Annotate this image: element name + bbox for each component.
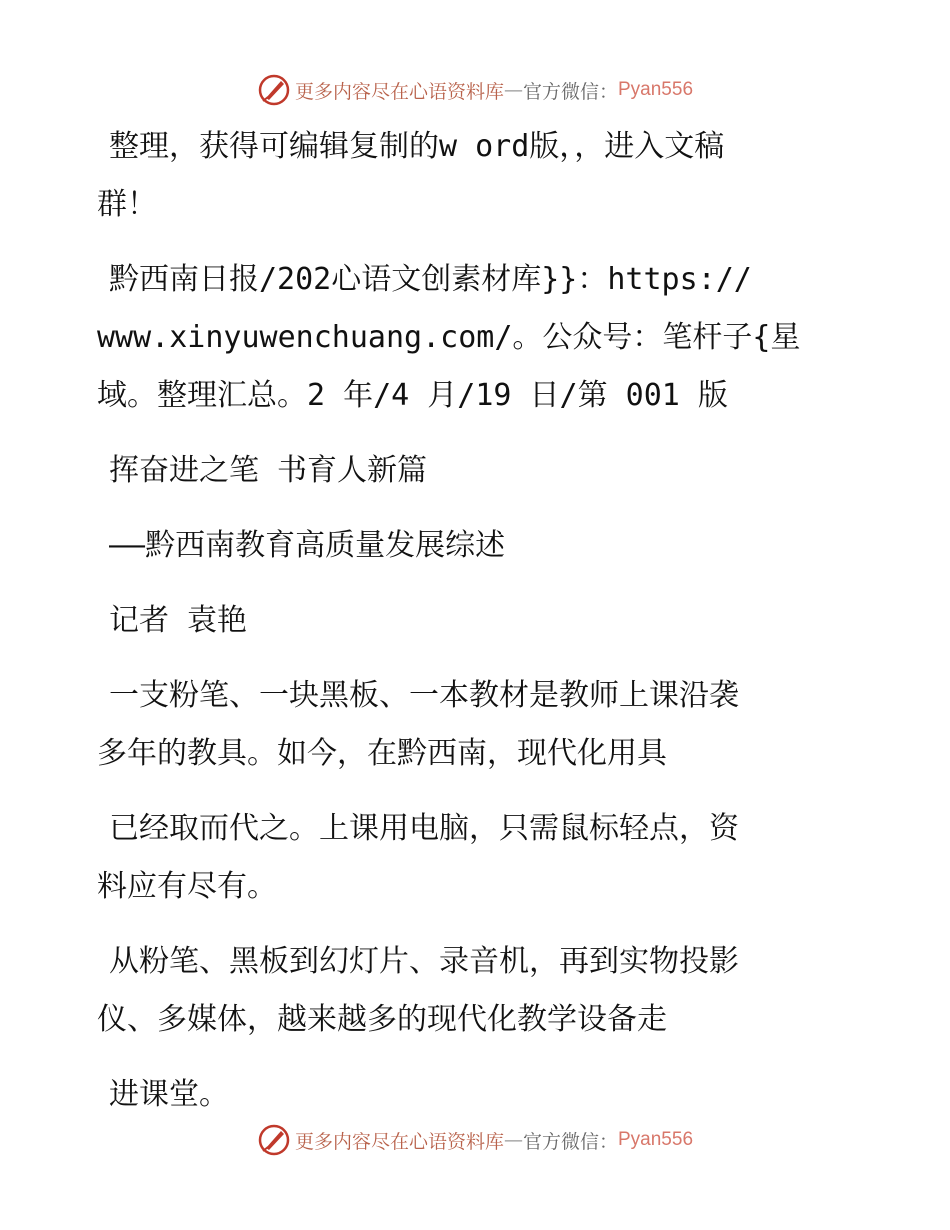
text-line: 进课堂。 <box>109 1077 229 1112</box>
paragraph <box>97 667 837 783</box>
banner-label: 官方微信： <box>522 1130 618 1153</box>
banner-wechat-id: Pyan556 <box>618 1129 694 1150</box>
text-line: 多年的教具。如今，在黔西南，现代化用具 <box>97 736 667 771</box>
text-line: 群！ <box>97 187 157 222</box>
text-line: 仪、多媒体，越来越多的现代化教学设备走 <box>97 1002 667 1037</box>
banner-label: 官方微信： <box>522 80 618 103</box>
banner-dash: — <box>503 1129 523 1151</box>
paragraph <box>97 592 837 650</box>
paragraph <box>97 517 837 575</box>
text-line: 一支粉笔、一块黑板、一本教材是教师上课沿袭 <box>109 678 739 713</box>
text-line: 整理，获得可编辑复制的w ord版，，进入文稿 <box>109 129 725 164</box>
banner-text: 更多内容尽在心语资料库 <box>294 1130 504 1153</box>
byline: 记者 袁艳 <box>109 603 248 638</box>
article-subtitle: ——黔西南教育高质量发展综述 <box>109 528 506 563</box>
article-title: 挥奋进之笔 书育人新篇 <box>109 453 428 488</box>
paragraph <box>97 1066 837 1124</box>
paragraph <box>97 933 837 1049</box>
paragraph <box>97 800 837 916</box>
text-line: 域。整理汇总。2 年/4 月/19 日/第 001 版 <box>97 378 728 413</box>
text-line: 黔西南日报/202心语文创素材库}}：https:// <box>109 262 752 297</box>
text-line: 从粉笔、黑板到幻灯片、录音机，再到实物投影 <box>109 944 739 979</box>
paragraph <box>97 442 837 500</box>
banner-dash: — <box>503 79 523 101</box>
text-line: 料应有尽有。 <box>97 869 277 904</box>
text-line: www.xinyuwenchuang.com/。公众号：笔杆子{星 <box>97 320 801 355</box>
quill-logo-icon <box>257 1123 291 1157</box>
paragraph <box>97 251 837 425</box>
document-body <box>97 118 837 1124</box>
banner-wechat-id: Pyan556 <box>618 79 694 100</box>
quill-logo-icon <box>257 73 291 107</box>
text-line: 已经取而代之。上课用电脑，只需鼠标轻点，资 <box>109 811 739 846</box>
paragraph <box>97 118 837 234</box>
footer-banner <box>0 1120 950 1160</box>
header-banner <box>0 70 950 110</box>
banner-text: 更多内容尽在心语资料库 <box>294 80 504 103</box>
